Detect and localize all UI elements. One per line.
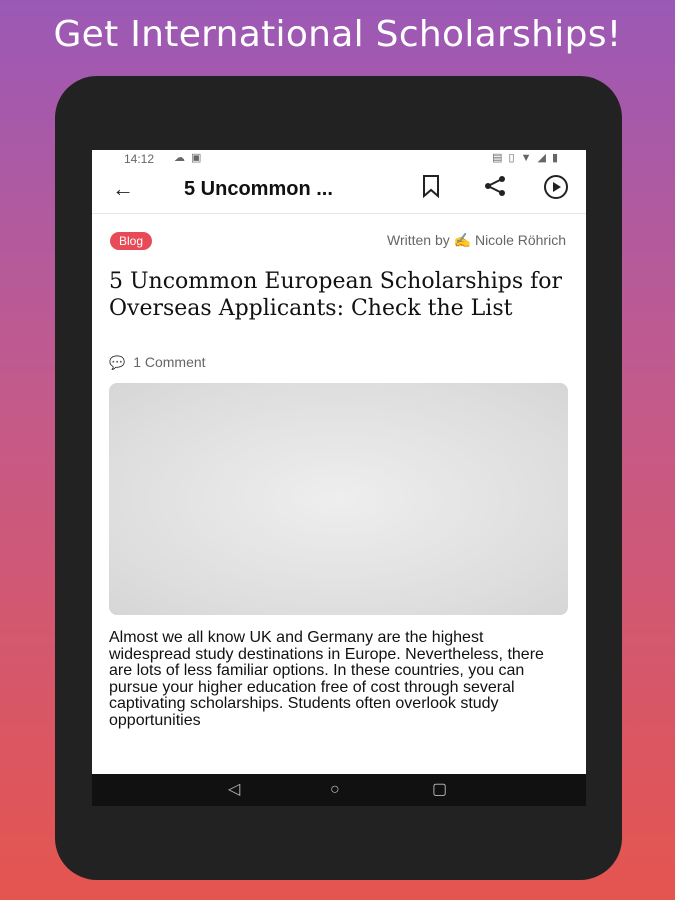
nav-recents-icon[interactable]: ▢ (432, 781, 448, 798)
share-icon[interactable] (482, 174, 508, 206)
back-arrow-icon[interactable]: ← (112, 176, 134, 201)
status-time: 14:12 (124, 152, 155, 166)
article-body: Almost we all know UK and Germany are the highest widespread study destinations in Europe. Nevertheless, there are lots of less familiar options. In these countries, you can pursue your higher education free of cost through several captivating scholarships. Students often overlook study opportunities (109, 630, 544, 729)
signal-icon: ◢ (537, 152, 552, 164)
status-right-icons (492, 151, 564, 164)
system-nav-bar (92, 774, 586, 806)
nav-back-icon[interactable]: ◁ (228, 781, 241, 798)
status-left-icons (174, 151, 207, 164)
bookmark-icon[interactable] (420, 174, 442, 206)
image-icon: ▣ (191, 152, 208, 164)
article-hero-image (109, 383, 568, 615)
comment-count[interactable] (109, 354, 206, 371)
nav-home-icon[interactable]: ○ (330, 781, 340, 798)
article-title: 5 Uncommon European Scholarships for Overseas Applicants: Check the List (109, 269, 563, 321)
play-icon[interactable] (542, 174, 570, 208)
app-bar-title: 5 Uncommon ... (184, 178, 333, 200)
cloud-icon: ☁ (174, 152, 191, 164)
battery-icon: ▮ (551, 152, 564, 164)
app-screen (92, 150, 586, 806)
app-bar (92, 168, 586, 214)
vibrate-icon: ▯ (508, 152, 521, 164)
wifi-icon: ▼ (520, 152, 538, 164)
comment-count-label: 1 Comment (133, 354, 206, 370)
comment-icon: 💬 (109, 355, 126, 370)
category-badge[interactable]: Blog (110, 232, 152, 250)
author-byline: Written by ✍ Nicole Röhrich (386, 232, 566, 248)
nfc-icon: ▤ (492, 152, 509, 164)
status-bar (92, 150, 586, 168)
promo-headline: Get International Scholarships! (53, 14, 622, 55)
